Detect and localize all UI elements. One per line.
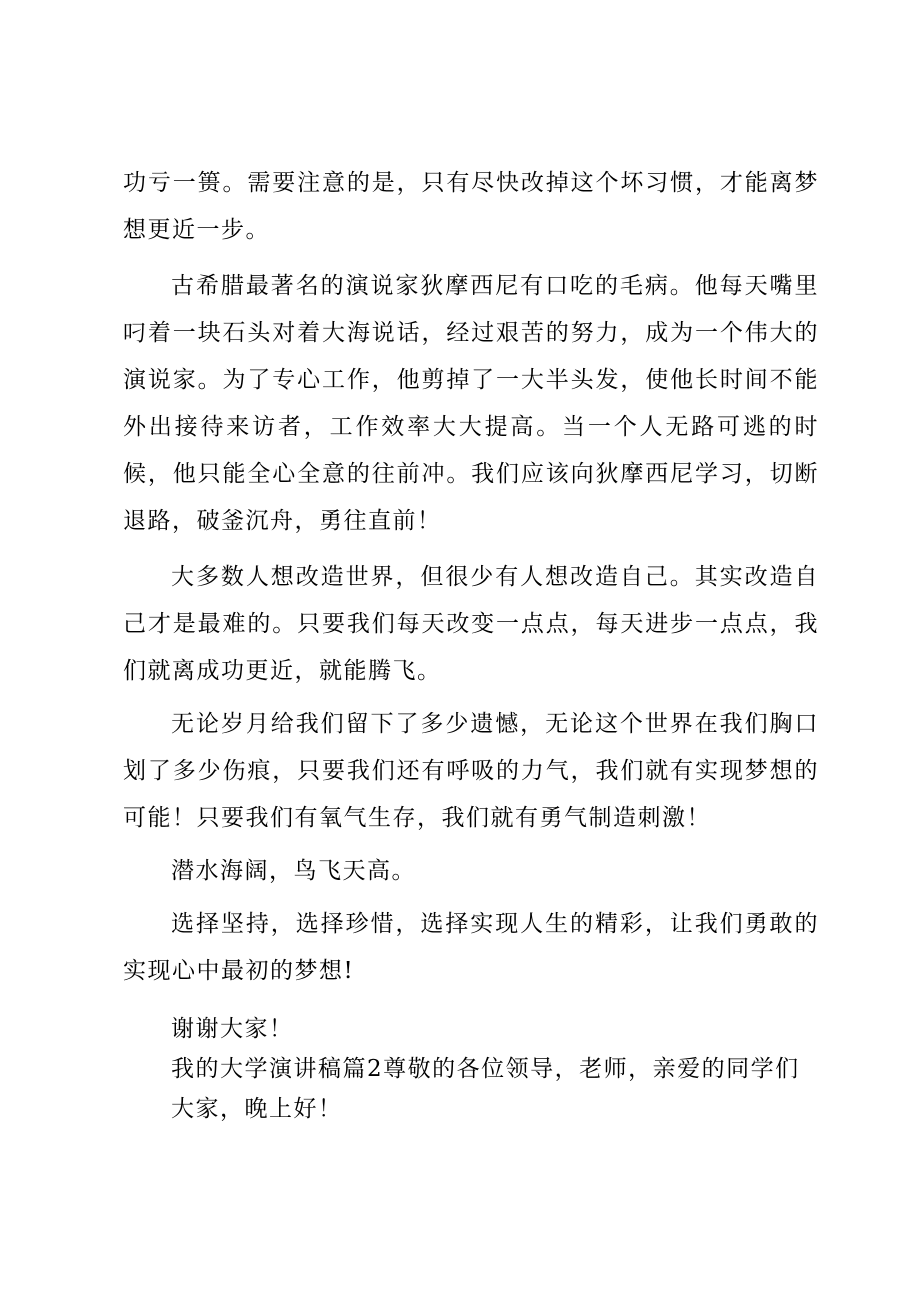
paragraph-demosthenes: 古希腊最著名的演说家狄摩西尼有口吃的毛病。他每天嘴里叼着一块石头对着大海说话，经过艰苦的努力，成为一个伟大的演说家。为了专心工作，他剪掉了一大半头发，使他长时间不能外出接待来访者，工作效率大大提高。当一个人无路可逃的时候，他只能全心全意的往前冲。我们应该向狄摩西尼学习，切断退路，破釜沉舟，勇往直前！ (123, 273, 819, 534)
paragraph-sea-sky: 潜水海阔，鸟飞天高。 (171, 858, 416, 884)
document-body (123, 160, 819, 1129)
paragraph-speech-2-heading: 我的大学演讲稿篇2尊敬的各位领导，老师，亲爱的同学们 (171, 1056, 800, 1082)
paragraph-continuation: 功亏一篑。需要注意的是，只有尽快改掉这个坏习惯，才能离梦想更近一步。 (123, 170, 819, 243)
paragraph-thanks: 谢谢大家！ (171, 1016, 294, 1042)
paragraph-choose: 选择坚持，选择珍惜，选择实现人生的精彩，让我们勇敢的实现心中最初的梦想! (123, 911, 819, 984)
paragraph-greeting: 大家，晚上好！ (171, 1096, 343, 1122)
paragraph-dreams: 无论岁月给我们留下了多少遗憾，无论这个世界在我们胸口划了多少伤痕，只要我们还有呼吸的力气，我们就有实现梦想的可能！只要我们有氧气生存，我们就有勇气制造刺激！ (123, 711, 819, 831)
paragraph-change-self: 大多数人想改造世界，但很少有人想改造自己。其实改造自己才是最难的。只要我们每天改变一点点，每天进步一点点，我们就离成功更近，就能腾飞。 (123, 564, 819, 684)
